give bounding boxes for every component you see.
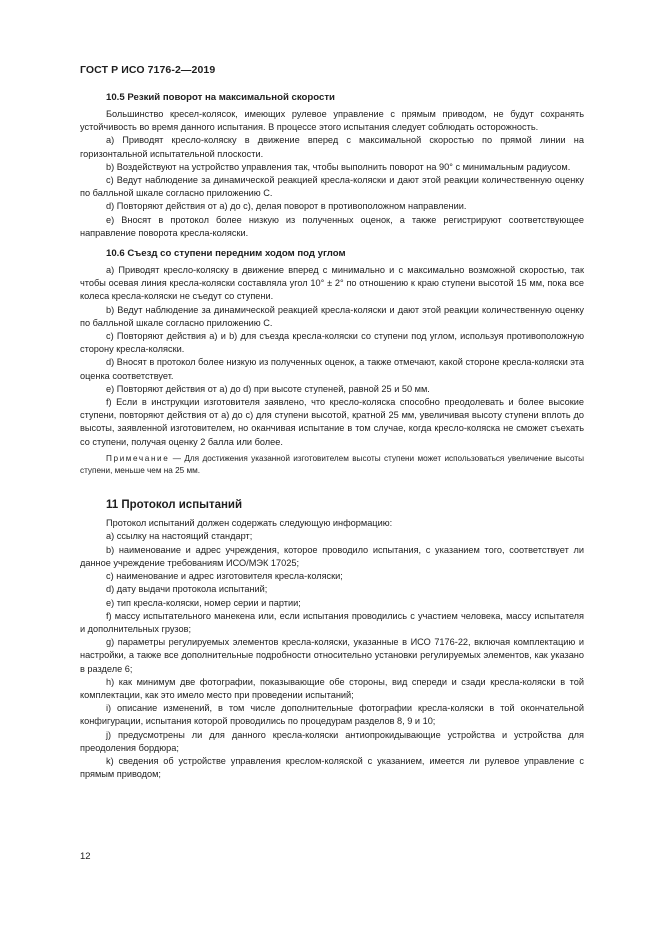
list-item: a) Приводят кресло-коляску в движение вперед с минимально и с максимально возможной скоростью, так чтобы осевая линия кресла-коляски составляла угол 10° ± 2° по отношению к краю ступени высотой 15 мм, пока все колеса кресла-коляски не съедут со ступени.	[80, 265, 584, 302]
list-item: b) Воздействуют на устройство управления так, чтобы выполнить поворот на 90° с минимальным радиусом.	[106, 161, 571, 172]
list-item: b) наименование и адрес учреждения, которое проводило испытания, с указанием того, соответствует ли данное учреждение требованиям ИСО/МЭК 17025;	[80, 544, 584, 568]
section-heading: 11 Протокол испытаний	[106, 499, 243, 512]
page-number: 12	[80, 851, 91, 862]
list-item: c) Ведут наблюдение за динамической реакцией кресла-коляски и дают этой реакции количественную оценку по балльной шкале согласно приложению С.	[80, 175, 584, 199]
note	[80, 453, 584, 477]
document-header: ГОСТ Р ИСО 7176-2—2019	[80, 64, 216, 76]
list-item: e) Повторяют действия от a) до d) при высоте ступеней, равной 25 и 50 мм.	[106, 383, 430, 394]
list-item: h) как минимум две фотографии, показывающие обе стороны, вид спереди и сзади кресла-коляски в той комплектации, как это имело место при проведении испытаний;	[80, 676, 584, 700]
list-item: c) наименование и адрес изготовителя кресла-коляски;	[106, 571, 343, 582]
list-item: f) Если в инструкции изготовителя заявлено, что кресло-коляска способно преодолевать и более высокие ступени, повторяют действия от a) до c) для ступени высотой, кратной 25 мм, увеличивая высоту ступени вплоть до высоты, заявленной изготовителем, но оканчивая испытание в том случае, когда кресло-коляска не сможет съехать со ступени, получая оценку 2 балла или более.	[80, 397, 584, 447]
list-item: j) предусмотрены ли для данного кресла-коляски антиопрокидывающие устройства и устройства для преодоления бордюра;	[80, 729, 584, 753]
list-item: f) массу испытательного манекена или, если испытания проводились с участием человека, массу испытателя и дополнительных грузов;	[80, 610, 584, 634]
list-item: k) сведения об устройстве управления креслом-коляской с указанием, имеется ли рулевое управление с прямым приводом;	[80, 755, 584, 780]
list-item: e) Вносят в протокол более низкую из полученных оценок, а также регистрируют соответствующее направление поворота кресла-коляски.	[80, 214, 584, 238]
list-item: d) дату выдачи протокола испытаний;	[106, 584, 268, 595]
section-10-5	[80, 92, 584, 240]
list-item: i) описание изменений, в том числе дополнительные фотографии кресла-коляски в той окончательной конфигурации, испытания которой проводились по процедурам разделов 8, 9 и 10;	[80, 703, 584, 727]
section-10-6	[80, 248, 584, 477]
paragraph: Большинство кресел-колясок, имеющих рулевое управление с прямым приводом, не будут сохранять устойчивость во время данного испытания. В процессе этого испытания следует соблюдать осторожность.	[80, 109, 584, 133]
list-item: c) Повторяют действия a) и b) для съезда кресла-коляски со ступени под углом, используя противоположную сторону кресла-коляски.	[80, 331, 584, 355]
list-item: d) Вносят в протокол более низкую из полученных оценок, а также отмечают, какой стороне кресла-коляски эта оценка соответствует.	[80, 357, 584, 381]
list-item: d) Повторяют действия от a) до c), делая поворот в противоположном направлении.	[106, 201, 467, 212]
section-11	[80, 499, 584, 781]
section-heading: 10.5 Резкий поворот на максимальной скорости	[106, 92, 335, 103]
list-item: e) тип кресла-коляски, номер серии и партии;	[106, 597, 301, 608]
page-content	[80, 92, 584, 781]
list-item: b) Ведут наблюдение за динамической реакцией кресла-коляски и дают этой реакции количественную оценку по балльной шкале согласно приложению С.	[80, 304, 584, 328]
note-label: Примечание	[106, 453, 170, 463]
list-item: a) ссылку на настоящий стандарт;	[106, 531, 253, 542]
note-text: — Для достижения указанной изготовителем высоты ступени может использоваться увеличение высоты ступени, меньше чем на 25 мм.	[80, 453, 584, 476]
list-item: a) Приводят кресло-коляску в движение вперед с максимальной скоростью по прямой линии на горизонтальной испытательной плоскости.	[80, 135, 584, 159]
list-item: g) параметры регулируемых элементов кресла-коляски, указанные в ИСО 7176-22, включая комплектацию и настройки, а также все дополнительные подробности относительно установки регулируемых элементов, как указано в разделе 6;	[80, 637, 584, 674]
section-heading: 10.6 Съезд со ступени передним ходом под углом	[106, 248, 346, 260]
paragraph: Протокол испытаний должен содержать следующую информацию:	[106, 518, 393, 529]
